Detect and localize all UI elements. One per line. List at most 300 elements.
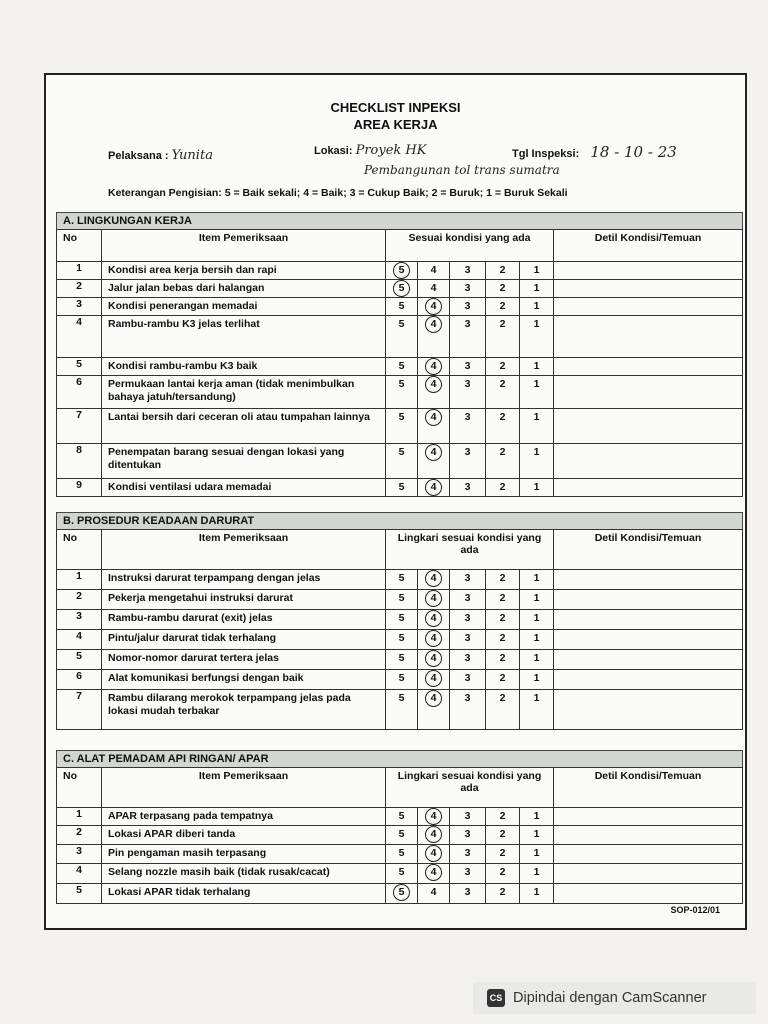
- section-c-title: C. ALAT PEMADAM API RINGAN/ APAR: [56, 750, 743, 767]
- row-item: Permukaan lantai kerja aman (tidak menimbulkan bahaya jatuh/tersandung): [102, 376, 386, 409]
- score-value: 5: [393, 280, 410, 297]
- section-b-title: B. PROSEDUR KEADAAN DARURAT: [56, 512, 743, 529]
- score-cell[interactable]: [386, 280, 418, 298]
- row-number: 4: [57, 630, 102, 650]
- checklist-page: [44, 73, 747, 930]
- col-detail: Detil Kondisi/Temuan: [554, 530, 743, 570]
- score-value: 4: [425, 826, 442, 843]
- score-cell[interactable]: [486, 826, 520, 845]
- score-cell[interactable]: [386, 845, 418, 864]
- score-cell[interactable]: [520, 479, 554, 497]
- score-cell[interactable]: [418, 262, 450, 280]
- col-score: Lingkari sesuai kondisi yang ada: [386, 530, 554, 570]
- table-row: [57, 262, 743, 280]
- score-cell[interactable]: [450, 280, 486, 298]
- row-number: 3: [57, 610, 102, 630]
- score-value: 2: [499, 866, 506, 878]
- score-cell[interactable]: [520, 610, 554, 630]
- col-no: No: [57, 768, 102, 808]
- score-cell[interactable]: [386, 826, 418, 845]
- section-b-table: [56, 529, 743, 730]
- col-item: Item Pemeriksaan: [102, 530, 386, 570]
- detail-cell[interactable]: [554, 376, 743, 409]
- score-value: 3: [464, 378, 471, 390]
- score-value: 5: [398, 592, 405, 604]
- row-item: Kondisi area kerja bersih dan rapi: [102, 262, 386, 280]
- row-item: Instruksi darurat terpampang dengan jelas: [102, 570, 386, 590]
- score-value: 5: [398, 866, 405, 878]
- table-row: [57, 826, 743, 845]
- detail-cell[interactable]: [554, 590, 743, 610]
- score-cell[interactable]: [486, 630, 520, 650]
- score-cell[interactable]: [450, 262, 486, 280]
- table-row: [57, 864, 743, 884]
- score-cell[interactable]: [486, 298, 520, 316]
- score-cell[interactable]: [418, 358, 450, 376]
- camscanner-watermark: [473, 982, 756, 1014]
- score-value: 2: [499, 360, 506, 372]
- score-value: 3: [464, 481, 471, 493]
- score-cell[interactable]: [450, 444, 486, 479]
- score-value: 3: [464, 810, 471, 822]
- detail-cell[interactable]: [554, 444, 743, 479]
- row-item: Jalur jalan bebas dari halangan: [102, 280, 386, 298]
- score-cell[interactable]: [520, 864, 554, 884]
- section-a-rows: [57, 262, 743, 497]
- score-cell[interactable]: [450, 479, 486, 497]
- detail-cell[interactable]: [554, 845, 743, 864]
- table-row: [57, 570, 743, 590]
- table-row: [57, 650, 743, 670]
- score-cell[interactable]: [520, 409, 554, 444]
- score-cell[interactable]: [520, 590, 554, 610]
- score-cell[interactable]: [450, 590, 486, 610]
- score-value: 1: [533, 632, 540, 644]
- score-value: 2: [499, 300, 506, 312]
- score-cell[interactable]: [418, 670, 450, 690]
- score-cell[interactable]: [450, 826, 486, 845]
- detail-cell[interactable]: [554, 409, 743, 444]
- score-cell[interactable]: [386, 884, 418, 904]
- detail-cell[interactable]: [554, 479, 743, 497]
- score-cell[interactable]: [520, 444, 554, 479]
- score-value: 3: [464, 652, 471, 664]
- score-cell[interactable]: [520, 262, 554, 280]
- detail-cell[interactable]: [554, 808, 743, 826]
- score-cell[interactable]: [450, 298, 486, 316]
- score-cell[interactable]: [418, 650, 450, 670]
- score-value: 2: [499, 592, 506, 604]
- score-value: 5: [398, 672, 405, 684]
- score-cell[interactable]: [450, 808, 486, 826]
- score-cell[interactable]: [520, 845, 554, 864]
- score-value: 4: [425, 479, 442, 496]
- table-row: [57, 444, 743, 479]
- row-number: 1: [57, 808, 102, 826]
- score-cell[interactable]: [486, 316, 520, 358]
- score-cell[interactable]: [486, 376, 520, 409]
- score-value: 3: [464, 411, 471, 423]
- col-item: Item Pemeriksaan: [102, 230, 386, 262]
- score-cell[interactable]: [418, 444, 450, 479]
- score-cell[interactable]: [450, 690, 486, 730]
- score-value: 1: [533, 847, 540, 859]
- score-value: 5: [393, 262, 410, 279]
- table-row: [57, 670, 743, 690]
- row-item: Kondisi penerangan memadai: [102, 298, 386, 316]
- detail-cell[interactable]: [554, 690, 743, 730]
- pelaksana-label: Pelaksana :: [108, 150, 169, 162]
- score-cell[interactable]: [418, 590, 450, 610]
- row-number: 3: [57, 845, 102, 864]
- score-value: 4: [425, 358, 442, 375]
- score-cell[interactable]: [386, 630, 418, 650]
- row-item: Nomor-nomor darurat tertera jelas: [102, 650, 386, 670]
- score-cell[interactable]: [520, 650, 554, 670]
- pelaksana-field: [108, 148, 213, 163]
- row-number: 5: [57, 884, 102, 904]
- row-item: Kondisi rambu-rambu K3 baik: [102, 358, 386, 376]
- score-value: 3: [464, 692, 471, 704]
- score-cell[interactable]: [520, 630, 554, 650]
- detail-cell[interactable]: [554, 316, 743, 358]
- score-value: 1: [533, 378, 540, 390]
- score-value: 2: [499, 481, 506, 493]
- title-line1: CHECKLIST INPEKSI: [330, 100, 461, 115]
- col-detail: Detil Kondisi/Temuan: [554, 230, 743, 262]
- score-value: 4: [430, 264, 437, 276]
- score-value: 4: [425, 590, 442, 607]
- score-value: 1: [533, 481, 540, 493]
- table-row: [57, 590, 743, 610]
- score-value: 3: [464, 828, 471, 840]
- score-value: 3: [464, 264, 471, 276]
- score-cell[interactable]: [486, 650, 520, 670]
- row-item: Pin pengaman masih terpasang: [102, 845, 386, 864]
- score-cell[interactable]: [486, 409, 520, 444]
- title-line2: AREA KERJA: [353, 117, 438, 132]
- row-item: Rambu-rambu K3 jelas terlihat: [102, 316, 386, 358]
- score-cell[interactable]: [486, 358, 520, 376]
- score-cell[interactable]: [386, 298, 418, 316]
- row-number: 6: [57, 670, 102, 690]
- score-value: 1: [533, 572, 540, 584]
- score-cell[interactable]: [386, 864, 418, 884]
- score-cell[interactable]: [418, 864, 450, 884]
- score-value: 5: [398, 318, 405, 330]
- score-cell[interactable]: [386, 650, 418, 670]
- detail-cell[interactable]: [554, 650, 743, 670]
- score-cell[interactable]: [418, 690, 450, 730]
- row-item: Pintu/jalur darurat tidak terhalang: [102, 630, 386, 650]
- camscanner-icon: CS: [487, 989, 505, 1007]
- legend-text: Keterangan Pengisian: 5 = Baik sekali; 4 = Baik; 3 = Cukup Baik; 2 = Buruk; 1 = Buruk Sekali: [108, 187, 568, 199]
- row-item: Rambu dilarang merokok terpampang jelas pada lokasi mudah terbakar: [102, 690, 386, 730]
- score-value: 4: [425, 376, 442, 393]
- row-number: 2: [57, 590, 102, 610]
- score-value: 4: [425, 670, 442, 687]
- score-value: 3: [464, 282, 471, 294]
- tgl-field: [512, 143, 677, 161]
- score-cell[interactable]: [486, 808, 520, 826]
- score-value: 4: [425, 298, 442, 315]
- score-cell[interactable]: [486, 610, 520, 630]
- row-item: Selang nozzle masih baik (tidak rusak/cacat): [102, 864, 386, 884]
- score-value: 2: [499, 282, 506, 294]
- table-row: [57, 690, 743, 730]
- score-value: 1: [533, 318, 540, 330]
- score-cell[interactable]: [520, 358, 554, 376]
- section-b: [56, 512, 743, 730]
- table-row: [57, 610, 743, 630]
- row-item: Lokasi APAR tidak terhalang: [102, 884, 386, 904]
- score-value: 1: [533, 300, 540, 312]
- score-cell[interactable]: [386, 590, 418, 610]
- row-number: 4: [57, 316, 102, 358]
- score-value: 2: [499, 446, 506, 458]
- score-cell[interactable]: [486, 864, 520, 884]
- score-value: 4: [425, 630, 442, 647]
- score-value: 1: [533, 692, 540, 704]
- score-value: 3: [464, 866, 471, 878]
- score-cell[interactable]: [520, 280, 554, 298]
- score-cell[interactable]: [418, 280, 450, 298]
- score-value: 5: [398, 300, 405, 312]
- detail-cell[interactable]: [554, 864, 743, 884]
- score-cell[interactable]: [418, 808, 450, 826]
- score-cell[interactable]: [520, 670, 554, 690]
- score-value: 3: [464, 632, 471, 644]
- score-cell[interactable]: [450, 845, 486, 864]
- score-value: 5: [398, 810, 405, 822]
- score-value: 5: [398, 652, 405, 664]
- score-cell[interactable]: [520, 298, 554, 316]
- score-value: 4: [425, 570, 442, 587]
- score-cell[interactable]: [418, 630, 450, 650]
- score-cell[interactable]: [520, 808, 554, 826]
- table-row: [57, 376, 743, 409]
- score-cell[interactable]: [418, 376, 450, 409]
- detail-cell[interactable]: [554, 262, 743, 280]
- score-cell[interactable]: [386, 479, 418, 497]
- score-value: 5: [398, 692, 405, 704]
- detail-cell[interactable]: [554, 610, 743, 630]
- score-cell[interactable]: [418, 884, 450, 904]
- section-b-rows: [57, 570, 743, 730]
- score-cell[interactable]: [450, 650, 486, 670]
- section-a-title: A. LINGKUNGAN KERJA: [56, 212, 743, 229]
- score-value: 2: [499, 810, 506, 822]
- col-score: Sesuai kondisi yang ada: [386, 230, 554, 262]
- score-cell[interactable]: [486, 479, 520, 497]
- score-cell[interactable]: [520, 376, 554, 409]
- score-value: 3: [464, 572, 471, 584]
- score-value: 1: [533, 282, 540, 294]
- tgl-label: Tgl Inspeksi:: [512, 148, 580, 160]
- score-value: 1: [533, 652, 540, 664]
- score-cell[interactable]: [386, 376, 418, 409]
- score-value: 4: [425, 444, 442, 461]
- row-item: Pekerja mengetahui instruksi darurat: [102, 590, 386, 610]
- score-cell[interactable]: [386, 570, 418, 590]
- col-item: Item Pemeriksaan: [102, 768, 386, 808]
- score-value: 2: [499, 652, 506, 664]
- score-value: 1: [533, 612, 540, 624]
- score-value: 2: [499, 847, 506, 859]
- detail-cell[interactable]: [554, 570, 743, 590]
- score-value: 3: [464, 886, 471, 898]
- score-value: 5: [398, 847, 405, 859]
- detail-cell[interactable]: [554, 630, 743, 650]
- score-value: 3: [464, 446, 471, 458]
- camscanner-text: Dipindai dengan CamScanner: [513, 990, 707, 1006]
- score-cell[interactable]: [386, 808, 418, 826]
- score-cell[interactable]: [386, 358, 418, 376]
- score-cell[interactable]: [486, 570, 520, 590]
- score-cell[interactable]: [386, 610, 418, 630]
- score-value: 5: [398, 378, 405, 390]
- score-cell[interactable]: [386, 409, 418, 444]
- row-number: 5: [57, 358, 102, 376]
- row-number: 9: [57, 479, 102, 497]
- col-no: No: [57, 230, 102, 262]
- score-cell[interactable]: [418, 316, 450, 358]
- score-cell[interactable]: [450, 670, 486, 690]
- score-value: 4: [425, 610, 442, 627]
- detail-cell[interactable]: [554, 298, 743, 316]
- score-value: 3: [464, 592, 471, 604]
- score-value: 5: [398, 632, 405, 644]
- score-value: 5: [398, 572, 405, 584]
- score-cell[interactable]: [520, 826, 554, 845]
- score-cell[interactable]: [418, 826, 450, 845]
- detail-cell[interactable]: [554, 826, 743, 845]
- table-row: [57, 298, 743, 316]
- score-cell[interactable]: [418, 298, 450, 316]
- score-cell[interactable]: [450, 376, 486, 409]
- table-row: [57, 479, 743, 497]
- score-cell[interactable]: [486, 690, 520, 730]
- score-value: 4: [425, 808, 442, 825]
- lokasi-value-line2: Pembangunan tol trans sumatra: [364, 163, 560, 177]
- score-value: 3: [464, 318, 471, 330]
- table-row: [57, 316, 743, 358]
- score-value: 2: [499, 264, 506, 276]
- score-value: 4: [425, 845, 442, 862]
- score-cell[interactable]: [520, 884, 554, 904]
- score-value: 5: [398, 612, 405, 624]
- score-value: 2: [499, 672, 506, 684]
- score-cell[interactable]: [486, 262, 520, 280]
- score-cell[interactable]: [418, 570, 450, 590]
- score-cell[interactable]: [450, 570, 486, 590]
- row-number: 4: [57, 864, 102, 884]
- score-cell[interactable]: [386, 444, 418, 479]
- lokasi-value-line1: Proyek HK: [355, 143, 427, 158]
- row-item: Rambu-rambu darurat (exit) jelas: [102, 610, 386, 630]
- table-row: [57, 808, 743, 826]
- score-cell[interactable]: [520, 316, 554, 358]
- detail-cell[interactable]: [554, 280, 743, 298]
- score-value: 1: [533, 866, 540, 878]
- score-value: 3: [464, 672, 471, 684]
- detail-cell[interactable]: [554, 884, 743, 904]
- score-value: 5: [398, 446, 405, 458]
- table-row: [57, 630, 743, 650]
- col-score: Lingkari sesuai kondisi yang ada: [386, 768, 554, 808]
- score-cell[interactable]: [450, 630, 486, 650]
- score-cell[interactable]: [450, 409, 486, 444]
- table-row: [57, 845, 743, 864]
- score-value: 3: [464, 612, 471, 624]
- score-value: 4: [425, 690, 442, 707]
- table-row: [57, 884, 743, 904]
- score-cell[interactable]: [486, 444, 520, 479]
- score-cell[interactable]: [450, 358, 486, 376]
- score-cell[interactable]: [486, 884, 520, 904]
- table-row: [57, 409, 743, 444]
- score-cell[interactable]: [450, 610, 486, 630]
- score-cell[interactable]: [520, 570, 554, 590]
- score-cell[interactable]: [386, 262, 418, 280]
- score-value: 2: [499, 632, 506, 644]
- score-cell[interactable]: [418, 845, 450, 864]
- score-cell[interactable]: [520, 690, 554, 730]
- score-value: 5: [398, 828, 405, 840]
- score-value: 4: [425, 864, 442, 881]
- score-cell[interactable]: [486, 280, 520, 298]
- row-number: 3: [57, 298, 102, 316]
- row-item: Penempatan barang sesuai dengan lokasi yang ditentukan: [102, 444, 386, 479]
- score-cell[interactable]: [418, 479, 450, 497]
- pelaksana-value: Yunita: [171, 148, 213, 163]
- score-value: 4: [425, 409, 442, 426]
- row-item: Kondisi ventilasi udara memadai: [102, 479, 386, 497]
- score-cell[interactable]: [450, 864, 486, 884]
- score-value: 5: [398, 360, 405, 372]
- row-number: 7: [57, 690, 102, 730]
- score-value: 1: [533, 672, 540, 684]
- detail-cell[interactable]: [554, 358, 743, 376]
- lokasi-label: Lokasi:: [314, 145, 353, 157]
- score-cell[interactable]: [386, 690, 418, 730]
- sop-code: SOP-012/01: [670, 905, 720, 915]
- score-value: 2: [499, 692, 506, 704]
- score-cell[interactable]: [450, 884, 486, 904]
- score-value: 1: [533, 810, 540, 822]
- score-value: 4: [430, 886, 437, 898]
- lokasi-field: [314, 143, 426, 158]
- score-cell[interactable]: [486, 670, 520, 690]
- score-value: 1: [533, 264, 540, 276]
- score-cell[interactable]: [418, 409, 450, 444]
- detail-cell[interactable]: [554, 670, 743, 690]
- score-cell[interactable]: [418, 610, 450, 630]
- score-value: 4: [425, 650, 442, 667]
- score-value: 1: [533, 411, 540, 423]
- tgl-value: 18 - 10 - 23: [590, 143, 677, 161]
- score-value: 2: [499, 411, 506, 423]
- score-value: 4: [425, 316, 442, 333]
- score-cell[interactable]: [386, 670, 418, 690]
- score-cell[interactable]: [486, 590, 520, 610]
- score-cell[interactable]: [450, 316, 486, 358]
- score-value: 2: [499, 612, 506, 624]
- score-value: 2: [499, 886, 506, 898]
- score-cell[interactable]: [486, 845, 520, 864]
- score-cell[interactable]: [386, 316, 418, 358]
- score-value: 1: [533, 828, 540, 840]
